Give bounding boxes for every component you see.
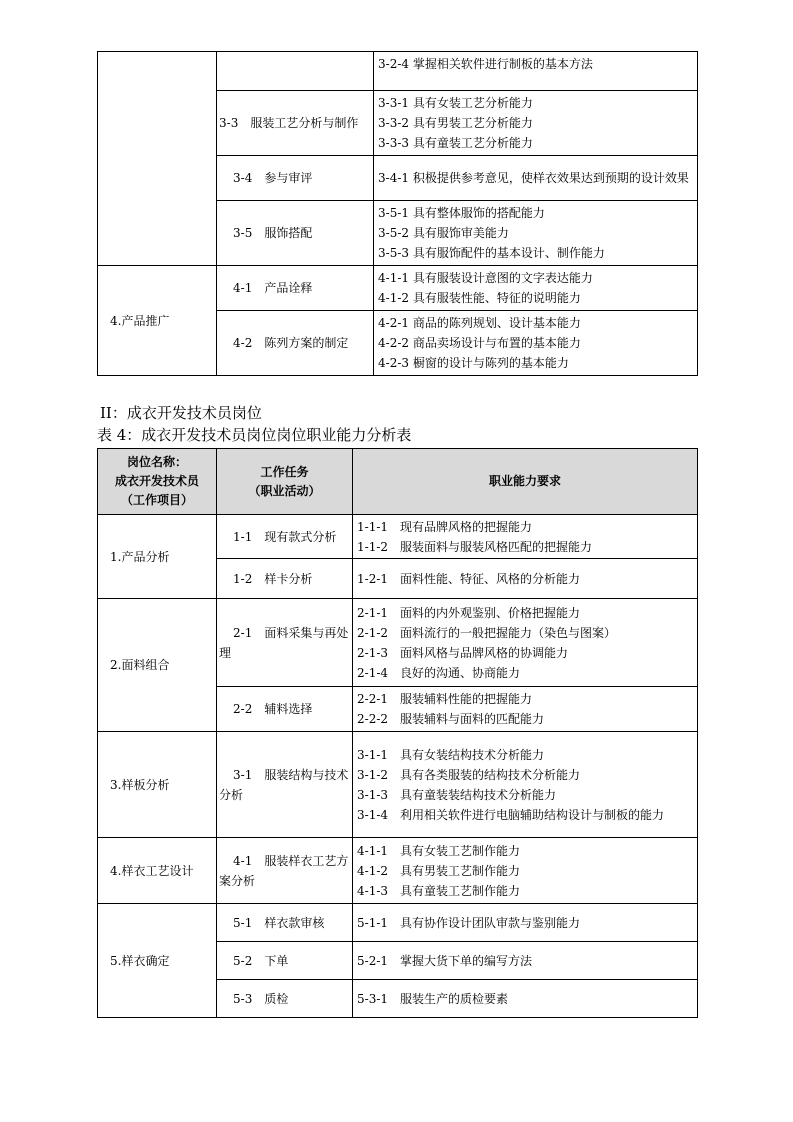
task-label: 5-2 下单 — [233, 953, 289, 968]
ability-cell — [374, 201, 698, 266]
ability-line: 3-2-4 掌握相关软件进行制板的基本方法 — [378, 57, 593, 71]
ability-table-continued — [97, 51, 698, 376]
project-cell — [98, 515, 217, 599]
project-label: 5.样衣确定 — [110, 953, 170, 968]
task-label: 2-2 辅料选择 — [233, 702, 313, 716]
ability-cell — [353, 515, 698, 559]
header-project — [98, 449, 217, 515]
project-cell — [98, 266, 217, 376]
project-cell — [98, 904, 217, 1018]
task-cell — [217, 942, 353, 980]
ability-cell — [353, 980, 698, 1018]
ability-line: 3-1-4 利用相关软件进行电脑辅助结构设计与制板的能力 — [357, 807, 665, 822]
ability-cell — [374, 156, 698, 201]
ability-line: 4-2-2 商品卖场设计与布置的基本能力 — [378, 336, 581, 350]
task-cell — [217, 515, 353, 559]
ability-line: 3-5-1 具有整体服饰的搭配能力 — [378, 206, 545, 220]
ability-cell — [374, 52, 698, 91]
ability-line: 3-1-2 具有各类服装的结构技术分析能力 — [357, 767, 581, 782]
ability-line: 4-2-3 橱窗的设计与陈列的基本能力 — [378, 356, 569, 370]
section-heading: II：成衣开发技术员岗位 — [100, 404, 262, 422]
ability-cell — [374, 91, 698, 156]
ability-cell — [353, 838, 698, 904]
ability-cell — [353, 904, 698, 942]
ability-line: 2-1-3 面料风格与品牌风格的协调能力 — [357, 645, 569, 660]
task-cell — [217, 266, 374, 311]
table-row — [98, 838, 698, 904]
task-cell — [217, 904, 353, 942]
project-label: 1.产品分析 — [110, 549, 170, 564]
project-label: 2.面料组合 — [110, 658, 170, 672]
table-row — [98, 599, 698, 687]
task-label: 4-1 服装样衣工艺方案分析 — [219, 853, 349, 888]
table-caption: 表 4：成衣开发技术员岗位岗位职业能力分析表 — [97, 426, 412, 444]
ability-line: 2-1-4 良好的沟通、协商能力 — [357, 665, 521, 680]
ability-line: 4-2-1 商品的陈列规划、设计基本能力 — [378, 316, 581, 330]
project-cell — [98, 52, 217, 266]
task-cell — [217, 559, 353, 599]
ability-cell — [353, 599, 698, 687]
task-label: 4-2 陈列方案的制定 — [233, 336, 349, 350]
task-cell — [217, 687, 353, 732]
ability-line: 3-1-1 具有女装结构技术分析能力 — [357, 747, 545, 762]
ability-cell — [353, 559, 698, 599]
task-label: 5-1 样衣款审核 — [233, 915, 325, 930]
task-cell — [217, 838, 353, 904]
project-label: 4.产品推广 — [110, 313, 170, 328]
table-row — [98, 732, 698, 838]
header-line: （职业活动） — [248, 483, 321, 498]
ability-line: 2-2-2 服装辅料与面料的匹配能力 — [357, 712, 545, 726]
task-cell — [217, 599, 353, 687]
ability-line: 2-2-1 服装辅料性能的把握能力 — [357, 692, 533, 706]
table-header-row — [98, 449, 698, 515]
task-label: 1-1 现有款式分析 — [233, 529, 337, 544]
ability-line: 4-1-1 具有女装工艺制作能力 — [357, 843, 521, 858]
project-cell — [98, 732, 217, 838]
ability-cell — [374, 266, 698, 311]
header-line: 成衣开发技术员 — [114, 474, 199, 488]
header-ability: 职业能力要求 — [353, 449, 698, 515]
task-label: 5-3 质检 — [233, 991, 289, 1006]
header-task — [217, 449, 353, 515]
ability-cell — [353, 687, 698, 732]
ability-line: 5-3-1 服装生产的质检要素 — [357, 991, 509, 1006]
ability-line: 4-1-2 具有男装工艺制作能力 — [357, 863, 521, 878]
ability-line: 3-3-1 具有女装工艺分析能力 — [378, 96, 533, 110]
ability-line: 5-1-1 具有协作设计团队审款与鉴别能力 — [357, 915, 581, 930]
ability-line: 3-3-3 具有童装工艺分析能力 — [378, 136, 533, 150]
task-label: 2-1 面料采集与再处理 — [219, 625, 349, 660]
project-cell — [98, 838, 217, 904]
header-line: 工作任务 — [260, 464, 309, 479]
header-line: 岗位名称： — [126, 455, 187, 469]
task-cell — [217, 201, 374, 266]
table-row — [98, 266, 698, 311]
task-cell — [217, 732, 353, 838]
project-label: 4.样衣工艺设计 — [110, 863, 194, 878]
project-cell — [98, 599, 217, 732]
task-label: 3-1 服装结构与技术分析 — [219, 767, 349, 802]
task-label: 1-2 样卡分析 — [233, 571, 313, 586]
task-cell — [217, 91, 374, 156]
ability-cell — [353, 942, 698, 980]
ability-line: 4-1-3 具有童装工艺制作能力 — [357, 883, 521, 898]
header-line: （工作项目） — [120, 493, 193, 507]
task-cell — [217, 311, 374, 376]
task-cell — [217, 980, 353, 1018]
task-cell — [217, 52, 374, 91]
ability-line: 1-2-1 面料性能、特征、风格的分析能力 — [357, 571, 581, 586]
table-row — [98, 904, 698, 942]
ability-line: 1-1-2 服装面料与服装风格匹配的把握能力 — [357, 539, 593, 554]
ability-line: 3-5-2 具有服饰审美能力 — [378, 226, 509, 240]
ability-line: 4-1-2 具有服装性能、特征的说明能力 — [378, 291, 581, 305]
ability-line: 5-2-1 掌握大货下单的编写方法 — [357, 953, 533, 968]
ability-line: 2-1-2 面料流行的一般把握能力（染色与图案） — [357, 625, 617, 640]
task-cell — [217, 156, 374, 201]
ability-cell — [353, 732, 698, 838]
task-label: 3-3 服装工艺分析与制作 — [219, 116, 359, 130]
ability-cell — [374, 311, 698, 376]
table-row — [98, 515, 698, 559]
task-label: 3-4 参与审评 — [233, 171, 313, 185]
ability-analysis-table — [97, 448, 698, 1018]
ability-line: 3-3-2 具有男装工艺分析能力 — [378, 116, 533, 130]
table-row — [98, 52, 698, 91]
ability-line: 3-5-3 具有服饰配件的基本设计、制作能力 — [378, 246, 605, 260]
ability-line: 4-1-1 具有服装设计意图的文字表达能力 — [378, 271, 593, 285]
ability-line: 1-1-1 现有品牌风格的把握能力 — [357, 519, 533, 534]
project-label: 3.样板分析 — [110, 777, 170, 792]
task-label: 4-1 产品诠释 — [233, 281, 313, 295]
ability-line: 3-4-1 积极提供参考意见，使样衣效果达到预期的设计效果 — [378, 171, 689, 185]
ability-line: 3-1-3 具有童装装结构技术分析能力 — [357, 787, 557, 802]
ability-line: 2-1-1 面料的内外观鉴别、价格把握能力 — [357, 605, 581, 620]
task-label: 3-5 服饰搭配 — [233, 226, 313, 240]
